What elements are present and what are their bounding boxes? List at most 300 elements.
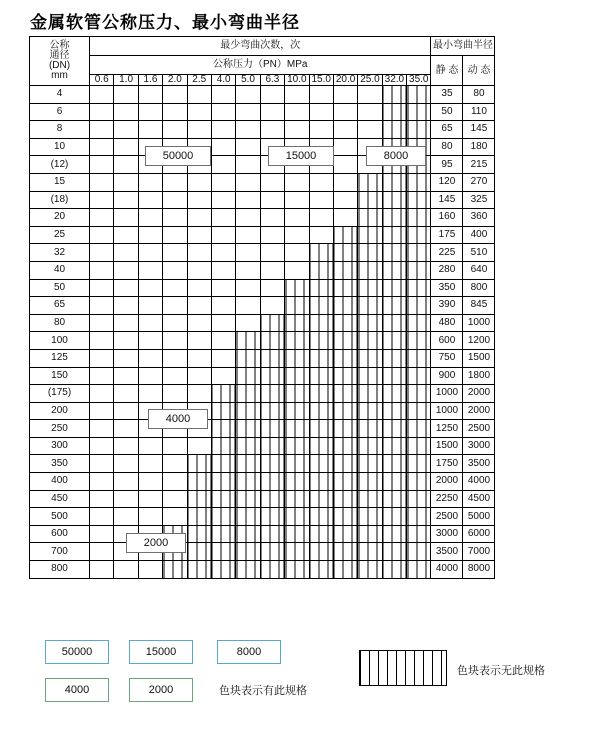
bend-radius-header: 最小弯曲半径 <box>431 37 495 56</box>
cell-available <box>163 103 187 121</box>
cell-unavailable <box>211 525 235 543</box>
cell-unavailable <box>333 402 357 420</box>
dn-cell: 450 <box>30 490 90 508</box>
cell-available <box>187 314 211 332</box>
cell-unavailable <box>260 437 284 455</box>
cell-unavailable <box>260 561 284 579</box>
cell-unavailable <box>260 525 284 543</box>
cell-available <box>211 279 235 297</box>
cell-unavailable <box>309 455 333 473</box>
cell-available <box>90 86 114 104</box>
cell-unavailable <box>236 420 260 438</box>
pn-value-header: 35.0 <box>407 75 431 86</box>
cell-unavailable <box>382 420 406 438</box>
cell-available <box>114 508 138 526</box>
cell-unavailable <box>382 191 406 209</box>
cell-available <box>260 244 284 262</box>
cell-available <box>138 473 162 491</box>
cell-available <box>187 121 211 139</box>
cell-available <box>163 209 187 227</box>
static-radius-cell: 120 <box>431 173 463 191</box>
table-row <box>30 191 495 209</box>
cell-available <box>138 490 162 508</box>
static-radius-cell: 35 <box>431 86 463 104</box>
cell-unavailable <box>407 385 431 403</box>
table-row <box>30 103 495 121</box>
cell-available <box>211 332 235 350</box>
cell-unavailable <box>407 561 431 579</box>
pn-value-header: 1.6 <box>138 75 162 86</box>
cell-available <box>138 261 162 279</box>
cell-unavailable <box>309 349 333 367</box>
table-row <box>30 420 495 438</box>
cell-available <box>138 455 162 473</box>
static-radius-cell: 4000 <box>431 561 463 579</box>
cell-available <box>90 314 114 332</box>
dynamic-radius-cell: 6000 <box>463 525 495 543</box>
dn-cell: 6 <box>30 103 90 121</box>
dn-header-cell <box>30 37 90 86</box>
cell-unavailable <box>260 420 284 438</box>
cell-available <box>90 490 114 508</box>
cell-available <box>163 490 187 508</box>
cell-available <box>138 385 162 403</box>
cell-unavailable <box>211 561 235 579</box>
cell-available <box>138 103 162 121</box>
cell-available <box>285 86 309 104</box>
table-row <box>30 473 495 491</box>
static-radius-cell: 65 <box>431 121 463 139</box>
cell-unavailable <box>333 543 357 561</box>
static-radius-cell: 900 <box>431 367 463 385</box>
cell-available <box>90 121 114 139</box>
pn-value-header: 0.6 <box>90 75 114 86</box>
pn-value-header: 25.0 <box>358 75 382 86</box>
cell-available <box>90 173 114 191</box>
cell-unavailable <box>187 490 211 508</box>
cell-available <box>285 173 309 191</box>
cell-unavailable <box>407 191 431 209</box>
cell-unavailable <box>333 314 357 332</box>
cell-available <box>285 244 309 262</box>
cell-unavailable <box>211 437 235 455</box>
cell-available <box>187 191 211 209</box>
cell-available <box>90 473 114 491</box>
cell-unavailable <box>309 367 333 385</box>
cell-unavailable <box>382 314 406 332</box>
cell-available <box>114 385 138 403</box>
table-row <box>30 490 495 508</box>
table-row <box>30 279 495 297</box>
cell-available <box>163 226 187 244</box>
dynamic-radius-cell: 360 <box>463 209 495 227</box>
cell-unavailable <box>333 332 357 350</box>
cell-available <box>138 349 162 367</box>
dn-cell: (175) <box>30 385 90 403</box>
cell-available <box>138 244 162 262</box>
legend <box>29 633 574 723</box>
table-row <box>30 437 495 455</box>
legend-hatch-note: 色块表示无此规格 <box>457 665 545 677</box>
cell-unavailable <box>236 402 260 420</box>
cell-unavailable <box>236 367 260 385</box>
cell-unavailable <box>236 349 260 367</box>
cell-unavailable <box>382 261 406 279</box>
cell-available <box>138 209 162 227</box>
cell-unavailable <box>285 367 309 385</box>
cell-available <box>358 121 382 139</box>
cell-unavailable <box>358 385 382 403</box>
cell-unavailable <box>358 279 382 297</box>
cell-available <box>211 349 235 367</box>
cell-available <box>187 297 211 315</box>
cell-unavailable <box>309 332 333 350</box>
cell-available <box>138 297 162 315</box>
cell-unavailable <box>309 385 333 403</box>
cell-unavailable <box>285 279 309 297</box>
cell-unavailable <box>285 349 309 367</box>
cell-available <box>114 473 138 491</box>
cell-unavailable <box>285 543 309 561</box>
legend-hatch-swatch <box>359 650 447 686</box>
legend-item-2000: 2000 <box>129 678 193 702</box>
cell-available <box>163 508 187 526</box>
cell-unavailable <box>260 508 284 526</box>
static-radius-cell: 175 <box>431 226 463 244</box>
legend-item-4000: 4000 <box>45 678 109 702</box>
cell-available <box>260 279 284 297</box>
cell-available <box>285 226 309 244</box>
dn-cell: 65 <box>30 297 90 315</box>
cell-available <box>285 191 309 209</box>
cell-available <box>114 103 138 121</box>
cell-unavailable <box>333 525 357 543</box>
cell-available <box>114 420 138 438</box>
static-radius-cell: 2500 <box>431 508 463 526</box>
cell-unavailable <box>333 420 357 438</box>
cell-available <box>333 156 357 174</box>
cell-available <box>211 261 235 279</box>
cell-available <box>90 455 114 473</box>
cell-available <box>163 314 187 332</box>
cell-available <box>211 297 235 315</box>
dynamic-radius-cell: 2500 <box>463 420 495 438</box>
cell-unavailable <box>407 209 431 227</box>
cell-unavailable <box>358 455 382 473</box>
cell-unavailable <box>260 455 284 473</box>
cell-unavailable <box>285 525 309 543</box>
cell-available <box>187 86 211 104</box>
legend-item-8000: 8000 <box>217 640 281 664</box>
cell-available <box>358 86 382 104</box>
cell-available <box>211 156 235 174</box>
cell-available <box>187 244 211 262</box>
dynamic-radius-cell: 325 <box>463 191 495 209</box>
cell-available <box>90 349 114 367</box>
table-row <box>30 455 495 473</box>
cell-unavailable <box>407 420 431 438</box>
pn-value-header: 32.0 <box>382 75 406 86</box>
table-row <box>30 86 495 104</box>
cell-available <box>187 437 211 455</box>
cell-unavailable <box>260 332 284 350</box>
cell-available <box>211 121 235 139</box>
cell-available <box>236 297 260 315</box>
cell-available <box>236 261 260 279</box>
table-header-row-1 <box>30 37 495 56</box>
dynamic-radius-cell: 3000 <box>463 437 495 455</box>
cell-unavailable <box>236 508 260 526</box>
cell-available <box>114 138 138 156</box>
pn-header: 公称压力（PN）MPa <box>90 56 431 75</box>
static-header: 静 态 <box>431 56 463 86</box>
cell-available <box>114 332 138 350</box>
dn-cell: 800 <box>30 561 90 579</box>
cell-available <box>187 332 211 350</box>
table-row <box>30 332 495 350</box>
cell-unavailable <box>236 332 260 350</box>
cell-unavailable <box>407 402 431 420</box>
cell-unavailable <box>358 226 382 244</box>
dn-cell: (18) <box>30 191 90 209</box>
static-radius-cell: 160 <box>431 209 463 227</box>
cell-available <box>163 349 187 367</box>
cell-value-callout: 8000 <box>366 146 426 166</box>
cell-available <box>285 261 309 279</box>
cell-unavailable <box>333 490 357 508</box>
cell-available <box>114 561 138 579</box>
static-radius-cell: 3500 <box>431 543 463 561</box>
static-radius-cell: 50 <box>431 103 463 121</box>
cell-available <box>211 226 235 244</box>
cell-available <box>90 156 114 174</box>
cell-available <box>236 138 260 156</box>
cell-unavailable <box>382 226 406 244</box>
cell-available <box>236 86 260 104</box>
cell-available <box>187 209 211 227</box>
static-radius-cell: 1000 <box>431 402 463 420</box>
cell-available <box>114 226 138 244</box>
cell-available <box>90 367 114 385</box>
pn-value-header: 15.0 <box>309 75 333 86</box>
cell-available <box>236 209 260 227</box>
cell-unavailable <box>285 455 309 473</box>
cell-available <box>90 297 114 315</box>
bend-count-header: 最少弯曲次数，次 <box>90 37 431 56</box>
static-radius-cell: 95 <box>431 156 463 174</box>
cell-unavailable <box>382 297 406 315</box>
table-row <box>30 121 495 139</box>
cell-unavailable <box>382 279 406 297</box>
cell-unavailable <box>407 279 431 297</box>
cell-unavailable <box>407 473 431 491</box>
cell-unavailable <box>358 473 382 491</box>
cell-unavailable <box>382 349 406 367</box>
cell-available <box>163 437 187 455</box>
static-radius-cell: 480 <box>431 314 463 332</box>
cell-available <box>114 402 138 420</box>
cell-unavailable <box>309 561 333 579</box>
cell-unavailable <box>309 314 333 332</box>
cell-available <box>236 244 260 262</box>
static-radius-cell: 1750 <box>431 455 463 473</box>
cell-unavailable <box>382 473 406 491</box>
dynamic-radius-cell: 270 <box>463 173 495 191</box>
cell-available <box>333 103 357 121</box>
cell-available <box>163 261 187 279</box>
static-radius-cell: 2250 <box>431 490 463 508</box>
cell-available <box>114 455 138 473</box>
dn-cell: 10 <box>30 138 90 156</box>
table-row <box>30 508 495 526</box>
cell-unavailable <box>309 490 333 508</box>
table-row <box>30 561 495 579</box>
cell-unavailable <box>285 437 309 455</box>
cell-unavailable <box>260 385 284 403</box>
dn-cell: (12) <box>30 156 90 174</box>
cell-unavailable <box>407 455 431 473</box>
cell-unavailable <box>382 385 406 403</box>
pn-value-header: 20.0 <box>333 75 357 86</box>
cell-unavailable <box>333 437 357 455</box>
dynamic-radius-cell: 8000 <box>463 561 495 579</box>
static-radius-cell: 1500 <box>431 437 463 455</box>
cell-available <box>114 209 138 227</box>
cell-available <box>114 349 138 367</box>
cell-unavailable <box>358 297 382 315</box>
cell-available <box>163 385 187 403</box>
cell-unavailable <box>285 420 309 438</box>
dn-header-line-2: 通径 <box>49 50 70 61</box>
cell-available <box>333 191 357 209</box>
cell-available <box>90 244 114 262</box>
dn-cell: 300 <box>30 437 90 455</box>
cell-available <box>211 244 235 262</box>
cell-available <box>260 173 284 191</box>
dynamic-radius-cell: 110 <box>463 103 495 121</box>
cell-available <box>163 455 187 473</box>
dn-cell: 25 <box>30 226 90 244</box>
cell-unavailable <box>382 561 406 579</box>
cell-unavailable <box>187 561 211 579</box>
cell-unavailable <box>285 561 309 579</box>
dynamic-radius-cell: 400 <box>463 226 495 244</box>
dynamic-radius-cell: 1800 <box>463 367 495 385</box>
cell-available <box>309 226 333 244</box>
cell-available <box>163 332 187 350</box>
table-header-row-3 <box>30 75 495 86</box>
cell-available <box>211 103 235 121</box>
cell-unavailable <box>358 209 382 227</box>
cell-unavailable <box>211 543 235 561</box>
cell-available <box>260 226 284 244</box>
cell-unavailable <box>382 437 406 455</box>
cell-available <box>309 209 333 227</box>
cell-unavailable <box>358 508 382 526</box>
cell-unavailable <box>333 244 357 262</box>
cell-available <box>260 121 284 139</box>
table-row <box>30 402 495 420</box>
cell-available <box>163 121 187 139</box>
cell-available <box>260 297 284 315</box>
cell-value-callout: 15000 <box>268 146 334 166</box>
cell-available <box>211 314 235 332</box>
cell-unavailable <box>333 226 357 244</box>
cell-available <box>90 226 114 244</box>
cell-unavailable <box>382 455 406 473</box>
table-row <box>30 226 495 244</box>
static-radius-cell: 2000 <box>431 473 463 491</box>
cell-unavailable <box>407 332 431 350</box>
page-title: 金属软管公称压力、最小弯曲半径 <box>30 13 300 32</box>
static-radius-cell: 225 <box>431 244 463 262</box>
cell-unavailable <box>407 86 431 104</box>
cell-unavailable <box>407 173 431 191</box>
dynamic-radius-cell: 1500 <box>463 349 495 367</box>
cell-available <box>114 437 138 455</box>
cell-unavailable <box>382 121 406 139</box>
cell-available <box>211 367 235 385</box>
cell-unavailable <box>285 473 309 491</box>
cell-unavailable <box>358 402 382 420</box>
cell-available <box>114 297 138 315</box>
cell-available <box>358 103 382 121</box>
cell-unavailable <box>333 367 357 385</box>
cell-unavailable <box>285 314 309 332</box>
dynamic-header: 动 态 <box>463 56 495 86</box>
cell-value-callout: 4000 <box>148 409 208 429</box>
cell-unavailable <box>309 437 333 455</box>
dynamic-radius-cell: 510 <box>463 244 495 262</box>
cell-available <box>211 191 235 209</box>
cell-available <box>90 437 114 455</box>
cell-available <box>187 349 211 367</box>
dn-cell: 20 <box>30 209 90 227</box>
spec-table <box>29 36 495 579</box>
cell-unavailable <box>407 121 431 139</box>
cell-unavailable <box>407 525 431 543</box>
table-row <box>30 297 495 315</box>
cell-unavailable <box>407 226 431 244</box>
cell-unavailable <box>236 543 260 561</box>
dn-cell: 125 <box>30 349 90 367</box>
cell-available <box>333 173 357 191</box>
cell-unavailable <box>358 420 382 438</box>
cell-unavailable <box>407 261 431 279</box>
cell-unavailable <box>260 314 284 332</box>
cell-available <box>260 103 284 121</box>
cell-unavailable <box>333 473 357 491</box>
cell-unavailable <box>382 209 406 227</box>
dn-header-line-1: 公称 <box>49 40 70 51</box>
cell-available <box>236 314 260 332</box>
dn-cell: 400 <box>30 473 90 491</box>
dynamic-radius-cell: 215 <box>463 156 495 174</box>
dn-cell: 250 <box>30 420 90 438</box>
static-radius-cell: 1250 <box>431 420 463 438</box>
static-radius-cell: 750 <box>431 349 463 367</box>
cell-unavailable <box>260 543 284 561</box>
cell-available <box>163 473 187 491</box>
dynamic-radius-cell: 80 <box>463 86 495 104</box>
cell-available <box>309 86 333 104</box>
dynamic-radius-cell: 7000 <box>463 543 495 561</box>
cell-available <box>309 191 333 209</box>
dynamic-radius-cell: 2000 <box>463 402 495 420</box>
cell-unavailable <box>407 490 431 508</box>
cell-unavailable <box>211 420 235 438</box>
dynamic-radius-cell: 180 <box>463 138 495 156</box>
